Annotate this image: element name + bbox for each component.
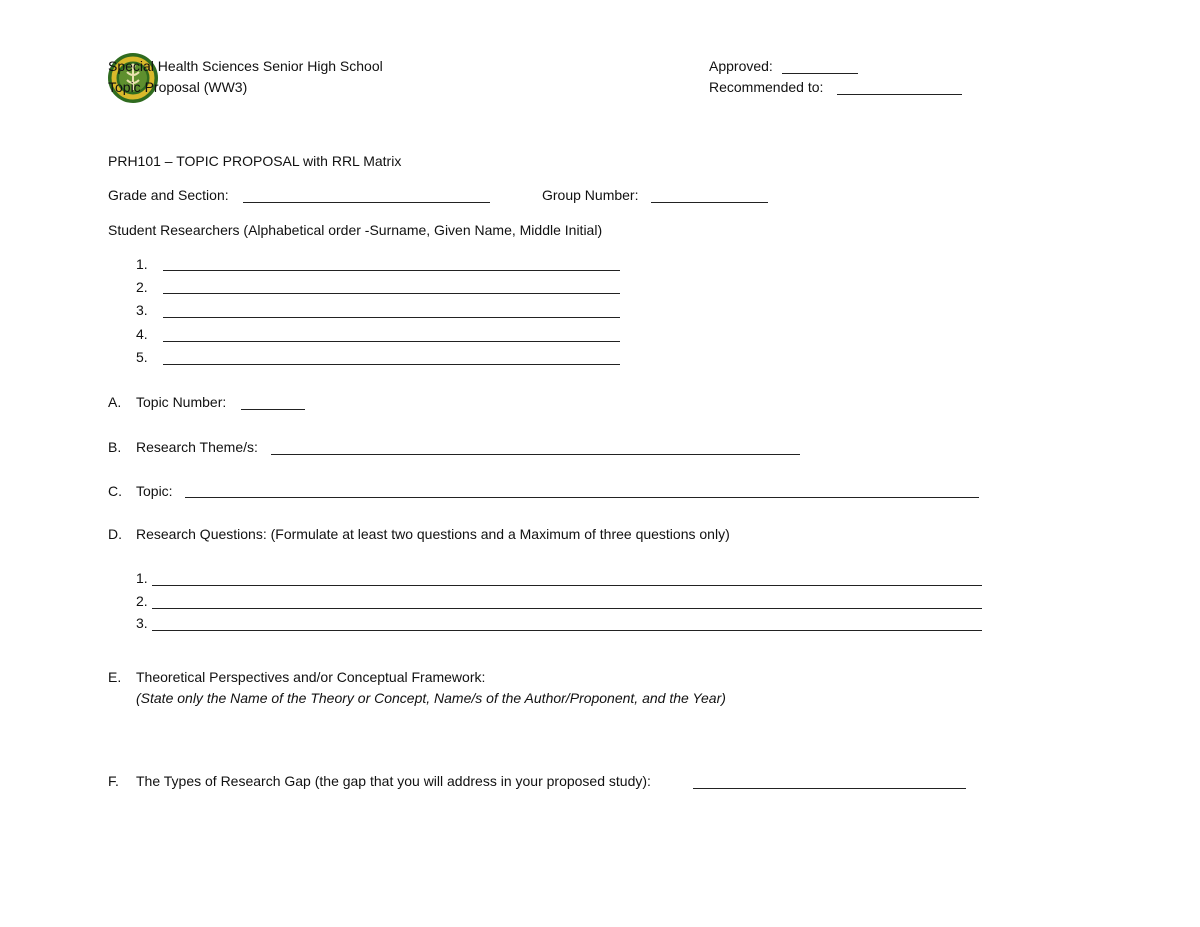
recommended-field[interactable] (837, 94, 962, 95)
question-number: 3. (136, 615, 148, 631)
researcher-number: 5. (136, 349, 148, 365)
school-name: Special Health Sciences Senior High School (108, 58, 383, 74)
page-title: PRH101 – TOPIC PROPOSAL with RRL Matrix (108, 153, 402, 169)
group-number-field[interactable] (651, 202, 768, 203)
section-d-letter: D. (108, 526, 122, 542)
researcher-number: 2. (136, 279, 148, 295)
research-gap-label: The Types of Research Gap (the gap that you will address in your proposed study): (136, 773, 651, 789)
theoretical-perspectives-label: Theoretical Perspectives and/or Conceptual Framework: (136, 669, 486, 685)
section-f-letter: F. (108, 773, 119, 789)
research-questions-label: Research Questions: (Formulate at least two questions and a Maximum of three questions only) (136, 526, 730, 542)
researcher-field[interactable] (163, 364, 620, 365)
researcher-number: 1. (136, 256, 148, 272)
researcher-number: 3. (136, 302, 148, 318)
group-number-label: Group Number: (542, 187, 639, 203)
topic-number-label: Topic Number: (136, 394, 227, 410)
question-number: 2. (136, 593, 148, 609)
theoretical-perspectives-note: (State only the Name of the Theory or Concept, Name/s of the Author/Proponent, and the Year) (136, 690, 726, 706)
researcher-field[interactable] (163, 341, 620, 342)
approved-label: Approved: (709, 58, 773, 74)
section-e-letter: E. (108, 669, 122, 685)
research-theme-field[interactable] (271, 454, 800, 455)
recommended-label: Recommended to: (709, 79, 824, 95)
researcher-number: 4. (136, 326, 148, 342)
researcher-field[interactable] (163, 317, 620, 318)
topic-label: Topic: (136, 483, 173, 499)
research-gap-field[interactable] (693, 788, 966, 789)
researchers-label: Student Researchers (Alphabetical order -Surname, Given Name, Middle Initial) (108, 222, 603, 238)
question-field[interactable] (152, 585, 982, 586)
research-theme-label: Research Theme/s: (136, 439, 258, 455)
approved-field[interactable] (782, 73, 858, 74)
section-b-letter: B. (108, 439, 122, 455)
section-a-letter: A. (108, 394, 122, 410)
document-type: Topic Proposal (WW3) (108, 79, 248, 95)
researcher-field[interactable] (163, 293, 620, 294)
researcher-field[interactable] (163, 270, 620, 271)
question-field[interactable] (152, 608, 982, 609)
topic-number-field[interactable] (241, 409, 305, 410)
grade-section-field[interactable] (243, 202, 490, 203)
section-c-letter: C. (108, 483, 122, 499)
question-number: 1. (136, 570, 148, 586)
topic-field[interactable] (185, 497, 979, 498)
grade-section-label: Grade and Section: (108, 187, 229, 203)
question-field[interactable] (152, 630, 982, 631)
